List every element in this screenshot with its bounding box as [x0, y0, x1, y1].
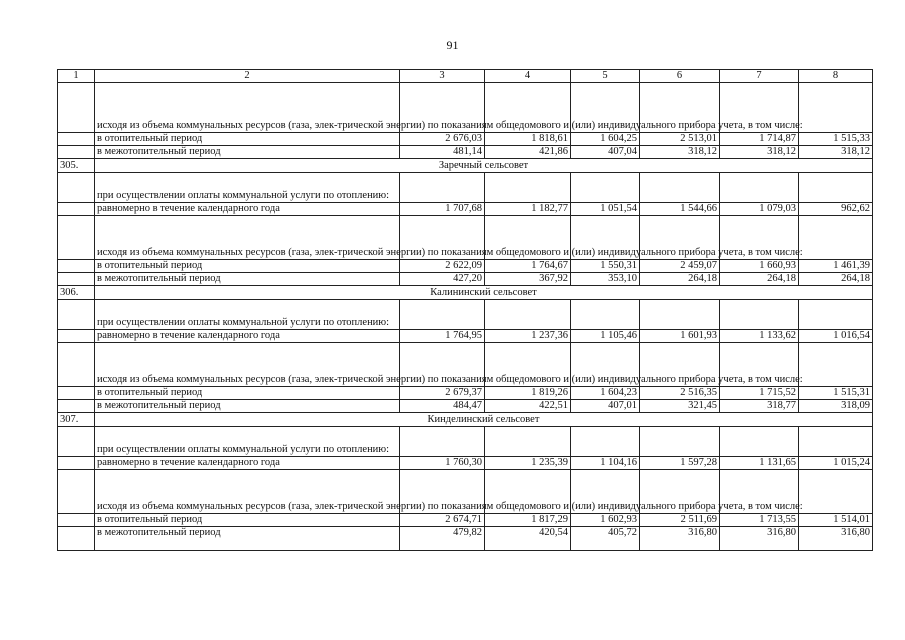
payment-description-row — [58, 173, 873, 203]
uniform-row — [58, 457, 873, 470]
value-cell: 1 182,77 — [485, 203, 571, 216]
value-cell: 264,18 — [799, 273, 873, 286]
section-number: 306. — [58, 286, 95, 300]
meter-description-row — [58, 343, 873, 387]
value-cell: 1 601,93 — [640, 330, 720, 343]
value-cell: 1 660,93 — [720, 260, 799, 273]
value-cell: 1 514,01 — [799, 514, 873, 527]
uniform-row — [58, 330, 873, 343]
value-cell: 1 602,93 — [571, 514, 640, 527]
number-cell — [58, 216, 95, 260]
description-text: исходя из объема коммунальных ресурсов (газа, элек-трической энергии) по показаниям общедомового и (или) индивидуального прибора учета, в том числе: — [95, 216, 400, 260]
heating-row — [58, 133, 873, 146]
column-header: 7 — [720, 70, 799, 83]
number-cell — [58, 457, 95, 470]
number-cell — [58, 203, 95, 216]
value-cell: 2 459,07 — [640, 260, 720, 273]
value-cell: 2 679,37 — [400, 387, 485, 400]
description-text: исходя из объема коммунальных ресурсов (газа, элек-трической энергии) по показаниям общедомового и (или) индивидуального прибора учета, в том числе: — [95, 470, 400, 514]
empty-cell — [720, 300, 799, 330]
value-cell: 1 237,36 — [485, 330, 571, 343]
value-cell: 1 051,54 — [571, 203, 640, 216]
column-header: 8 — [799, 70, 873, 83]
empty-cell — [571, 300, 640, 330]
row-label: в межотопительный период — [95, 527, 400, 551]
section-title: Заречный сельсовет — [95, 159, 873, 173]
value-cell: 367,92 — [485, 273, 571, 286]
number-cell — [58, 470, 95, 514]
empty-cell — [400, 300, 485, 330]
value-cell: 318,12 — [640, 146, 720, 159]
value-cell: 2 511,69 — [640, 514, 720, 527]
row-label: в отопительный период — [95, 514, 400, 527]
value-cell: 2 516,35 — [640, 387, 720, 400]
section-number: 305. — [58, 159, 95, 173]
meter-description-row — [58, 83, 873, 133]
number-cell — [58, 146, 95, 159]
empty-cell — [799, 216, 873, 260]
value-cell: 1 461,39 — [799, 260, 873, 273]
column-header: 5 — [571, 70, 640, 83]
meter-description-row — [58, 470, 873, 514]
value-cell: 407,01 — [571, 400, 640, 413]
value-cell: 1 764,67 — [485, 260, 571, 273]
heating-row — [58, 387, 873, 400]
number-cell — [58, 400, 95, 413]
value-cell: 318,09 — [799, 400, 873, 413]
value-cell: 353,10 — [571, 273, 640, 286]
value-cell: 264,18 — [720, 273, 799, 286]
empty-cell — [485, 427, 571, 457]
empty-cell — [640, 300, 720, 330]
value-cell: 1 604,23 — [571, 387, 640, 400]
section-title: Кинделинский сельсовет — [95, 413, 873, 427]
value-cell: 264,18 — [640, 273, 720, 286]
row-label: в межотопительный период — [95, 273, 400, 286]
value-cell: 1 713,55 — [720, 514, 799, 527]
description-text: исходя из объема коммунальных ресурсов (газа, элек-трической энергии) по показаниям общедомового и (или) индивидуального прибора учета, в том числе: — [95, 83, 400, 133]
number-cell — [58, 527, 95, 551]
nonheating-row — [58, 146, 873, 159]
row-label: в отопительный период — [95, 260, 400, 273]
row-label: равномерно в течение календарного года — [95, 330, 400, 343]
payment-description-row — [58, 300, 873, 330]
value-cell: 1 515,33 — [799, 133, 873, 146]
value-cell: 316,80 — [640, 527, 720, 551]
value-cell: 321,45 — [640, 400, 720, 413]
section-number: 307. — [58, 413, 95, 427]
section-header-row — [58, 286, 873, 300]
value-cell: 1 015,24 — [799, 457, 873, 470]
empty-cell — [485, 300, 571, 330]
value-cell: 2 622,09 — [400, 260, 485, 273]
value-cell: 1 604,25 — [571, 133, 640, 146]
row-label: в межотопительный период — [95, 400, 400, 413]
value-cell: 1 715,52 — [720, 387, 799, 400]
value-cell: 318,12 — [799, 146, 873, 159]
number-cell — [58, 343, 95, 387]
value-cell: 2 513,01 — [640, 133, 720, 146]
heating-row — [58, 514, 873, 527]
empty-cell — [799, 470, 873, 514]
empty-cell — [799, 427, 873, 457]
column-header: 3 — [400, 70, 485, 83]
description-text: исходя из объема коммунальных ресурсов (газа, элек-трической энергии) по показаниям общедомового и (или) индивидуального прибора учета, в том числе: — [95, 343, 400, 387]
empty-cell — [799, 173, 873, 203]
nonheating-row — [58, 527, 873, 551]
value-cell: 405,72 — [571, 527, 640, 551]
value-cell: 1 707,68 — [400, 203, 485, 216]
number-cell — [58, 133, 95, 146]
value-cell: 1 133,62 — [720, 330, 799, 343]
payment-description-row — [58, 427, 873, 457]
value-cell: 422,51 — [485, 400, 571, 413]
number-cell — [58, 514, 95, 527]
number-cell — [58, 273, 95, 286]
number-cell — [58, 83, 95, 133]
row-label: равномерно в течение календарного года — [95, 457, 400, 470]
value-cell: 1 760,30 — [400, 457, 485, 470]
empty-cell — [799, 343, 873, 387]
description-text: при осуществлении оплаты коммунальной услуги по отоплению: — [95, 300, 400, 330]
value-cell: 316,80 — [799, 527, 873, 551]
value-cell: 1 105,46 — [571, 330, 640, 343]
description-text: при осуществлении оплаты коммунальной услуги по отоплению: — [95, 427, 400, 457]
value-cell: 2 674,71 — [400, 514, 485, 527]
column-header: 1 — [58, 70, 95, 83]
value-cell: 1 819,26 — [485, 387, 571, 400]
meter-description-row — [58, 216, 873, 260]
row-label: в отопительный период — [95, 133, 400, 146]
value-cell: 318,77 — [720, 400, 799, 413]
value-cell: 484,47 — [400, 400, 485, 413]
value-cell: 318,12 — [720, 146, 799, 159]
value-cell: 316,80 — [720, 527, 799, 551]
empty-cell — [720, 173, 799, 203]
heating-row — [58, 260, 873, 273]
empty-cell — [799, 83, 873, 133]
value-cell: 1 764,95 — [400, 330, 485, 343]
value-cell: 421,86 — [485, 146, 571, 159]
value-cell: 427,20 — [400, 273, 485, 286]
section-title: Калининский сельсовет — [95, 286, 873, 300]
empty-cell — [400, 173, 485, 203]
value-cell: 962,62 — [799, 203, 873, 216]
number-cell — [58, 330, 95, 343]
section-header-row — [58, 159, 873, 173]
value-cell: 2 676,03 — [400, 133, 485, 146]
value-cell: 420,54 — [485, 527, 571, 551]
value-cell: 1 817,29 — [485, 514, 571, 527]
empty-cell — [720, 427, 799, 457]
empty-cell — [400, 427, 485, 457]
section-header-row — [58, 413, 873, 427]
row-label: в межотопительный период — [95, 146, 400, 159]
tariff-table — [57, 69, 873, 551]
value-cell: 1 016,54 — [799, 330, 873, 343]
value-cell: 1 131,65 — [720, 457, 799, 470]
description-text: при осуществлении оплаты коммунальной услуги по отоплению: — [95, 173, 400, 203]
number-cell — [58, 260, 95, 273]
column-header: 4 — [485, 70, 571, 83]
empty-cell — [571, 427, 640, 457]
column-header: 2 — [95, 70, 400, 83]
uniform-row — [58, 203, 873, 216]
value-cell: 481,14 — [400, 146, 485, 159]
number-cell — [58, 300, 95, 330]
value-cell: 1 550,31 — [571, 260, 640, 273]
number-cell — [58, 387, 95, 400]
header-row — [58, 70, 873, 83]
row-label: равномерно в течение календарного года — [95, 203, 400, 216]
value-cell: 1 079,03 — [720, 203, 799, 216]
value-cell: 1 597,28 — [640, 457, 720, 470]
value-cell: 1 544,66 — [640, 203, 720, 216]
value-cell: 407,04 — [571, 146, 640, 159]
value-cell: 1 104,16 — [571, 457, 640, 470]
empty-cell — [640, 427, 720, 457]
value-cell: 1 515,31 — [799, 387, 873, 400]
number-cell — [58, 427, 95, 457]
value-cell: 1 714,87 — [720, 133, 799, 146]
nonheating-row — [58, 400, 873, 413]
value-cell: 1 818,61 — [485, 133, 571, 146]
column-header: 6 — [640, 70, 720, 83]
nonheating-row — [58, 273, 873, 286]
row-label: в отопительный период — [95, 387, 400, 400]
number-cell — [58, 173, 95, 203]
empty-cell — [799, 300, 873, 330]
empty-cell — [485, 173, 571, 203]
page-number: 91 — [446, 38, 459, 52]
value-cell: 1 235,39 — [485, 457, 571, 470]
empty-cell — [571, 173, 640, 203]
value-cell: 479,82 — [400, 527, 485, 551]
empty-cell — [640, 173, 720, 203]
